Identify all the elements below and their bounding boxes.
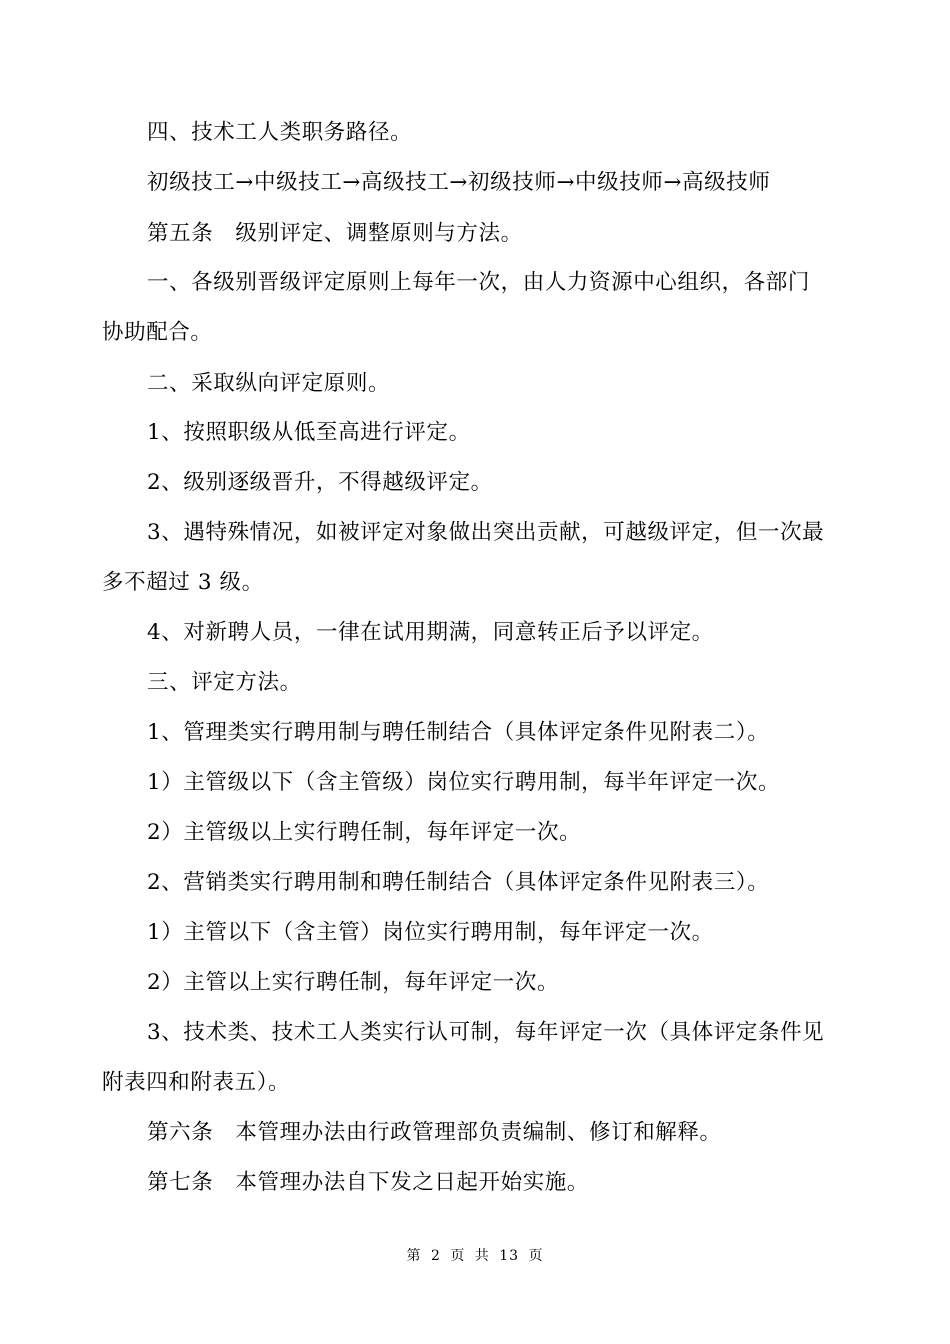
page-footer: [0, 1246, 950, 1266]
list-item: 3、遇特殊情况，如被评定对象做出突出贡献，可越级评定，但一次最: [147, 520, 825, 545]
paragraph-line: 一、各级别晋级评定原则上每年一次，由人力资源中心组织，各部门: [147, 270, 811, 295]
list-item: 2）主管级以上实行聘任制，每年评定一次。: [147, 820, 582, 845]
list-item: 2、营销类实行聘用制和聘任制结合（具体评定条件见附表三）。: [147, 870, 770, 895]
list-item: 1、按照职级从低至高进行评定。: [147, 420, 471, 445]
list-item: 3、技术类、技术工人类实行认可制，每年评定一次（具体评定条件见: [147, 1020, 825, 1045]
list-item: 2）主管以上实行聘任制，每年评定一次。: [147, 970, 560, 995]
footer-current-page: 2: [430, 1248, 441, 1264]
footer-label-total-unit: 页: [528, 1248, 544, 1264]
paragraph-line: 四、技术工人类职务路径。: [147, 120, 413, 145]
paragraph-line-continued: 协助配合。: [102, 320, 213, 345]
list-item: 1、管理类实行聘用制与聘任制结合（具体评定条件见附表二）。: [147, 720, 770, 745]
footer-label-total: 共: [474, 1248, 490, 1264]
paragraph-line-continued: 多不超过 3 级。: [102, 570, 264, 595]
paragraph-line: 初级技工→中级技工→高级技工→初级技师→中级技师→高级技师: [147, 170, 771, 195]
section-heading: 第七条 本管理办法自下发之日起开始实施。: [147, 1170, 590, 1195]
footer-total-pages: 13: [499, 1248, 520, 1264]
list-item: 1）主管以下（含主管）岗位实行聘用制，每年评定一次。: [147, 920, 714, 945]
list-item: 4、对新聘人员，一律在试用期满，同意转正后予以评定。: [147, 620, 714, 645]
paragraph-line: 三、评定方法。: [147, 670, 302, 695]
footer-label-page: 第: [406, 1248, 422, 1264]
list-item: 1）主管级以下（含主管级）岗位实行聘用制，每半年评定一次。: [147, 770, 781, 795]
list-item: 2、级别逐级晋升，不得越级评定。: [147, 470, 493, 495]
section-heading: 第六条 本管理办法由行政管理部负责编制、修订和解释。: [147, 1120, 722, 1145]
paragraph-line: 二、采取纵向评定原则。: [147, 371, 391, 396]
paragraph-line-continued: 附表四和附表五）。: [102, 1070, 291, 1095]
section-heading: 第五条 级别评定、调整原则与方法。: [147, 221, 523, 246]
footer-label-page-unit: 页: [450, 1248, 466, 1264]
